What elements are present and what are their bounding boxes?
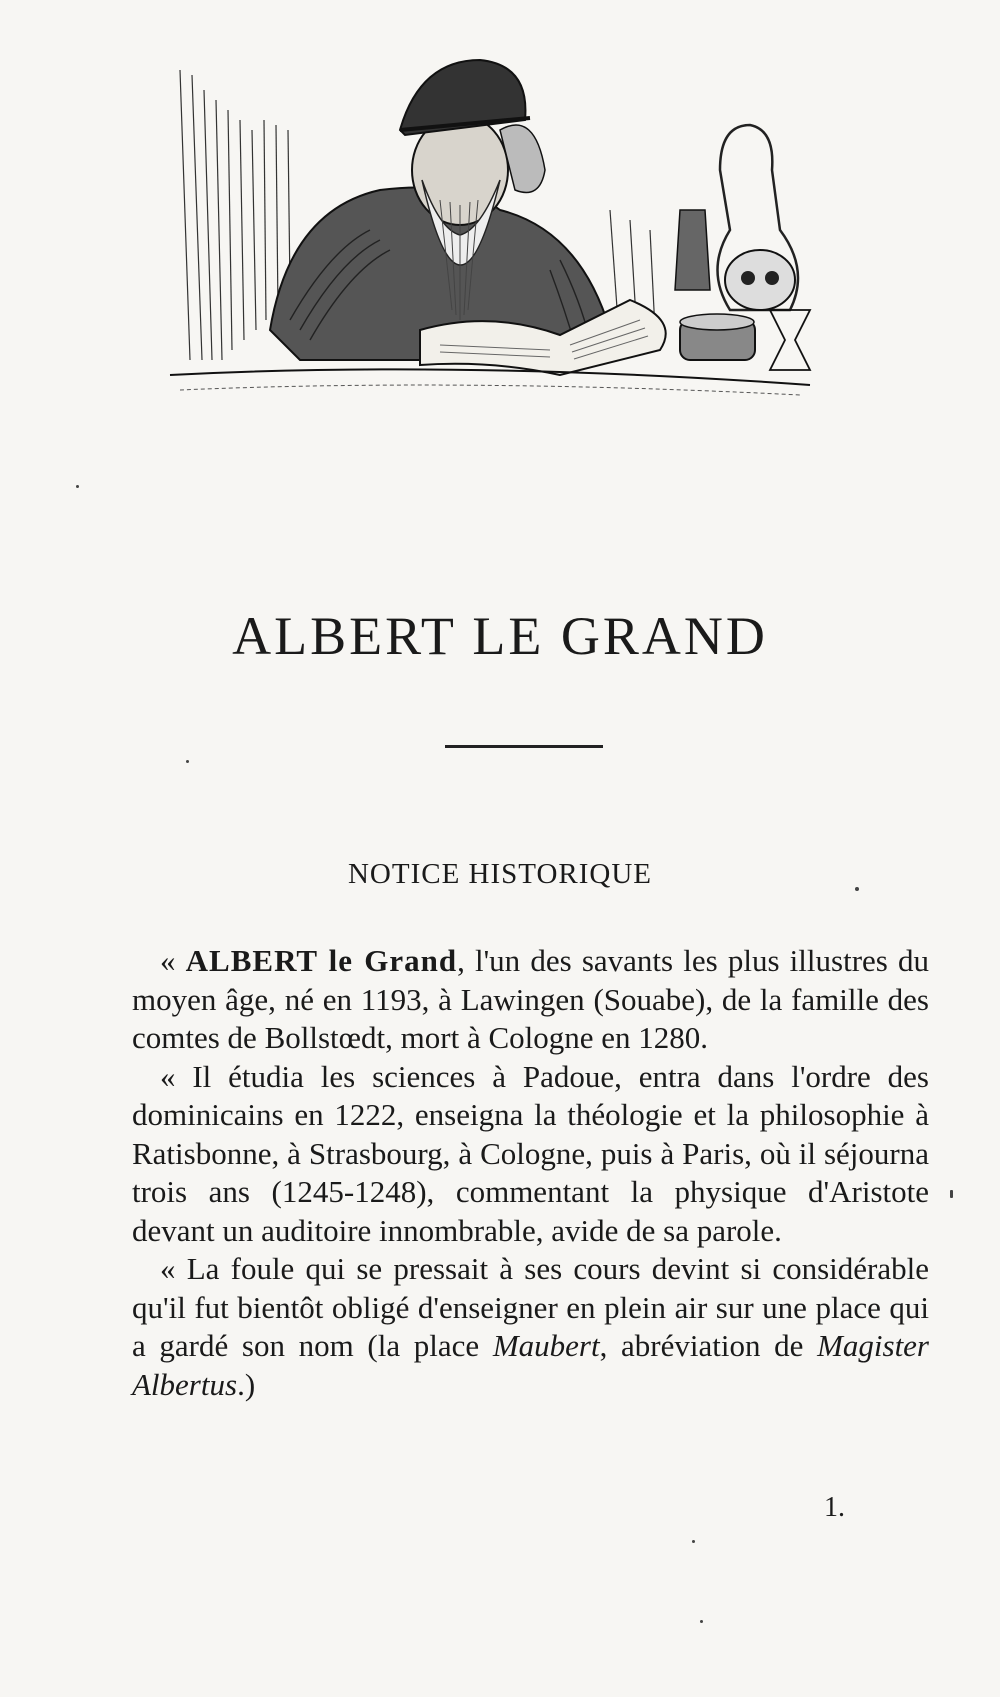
quote-open: « — [160, 943, 186, 978]
paragraph-3-end: .) — [237, 1366, 256, 1402]
paragraph-1 — [132, 942, 929, 1058]
paragraph-1-text: , l'un des savants les plus illustres du moyen âge, né en 1193, à Lawingen (Souabe), de la famille des comtes de Bollstœdt, mort à Cologne en 1280. — [132, 943, 930, 1055]
paragraph-3-start: « La foule qui se pressait à ses cours devint si considérable qu'il fut bientôt obligé d'enseigner en plein air sur une place qui a gardé son nom (la place — [132, 1251, 929, 1363]
scholar-reading-engraving-icon — [160, 30, 880, 430]
italic-term-maubert: Maubert — [492, 1328, 600, 1363]
scan-speck — [186, 760, 189, 763]
body-text — [132, 942, 929, 1404]
section-heading: NOTICE HISTORIQUE — [347, 858, 653, 890]
title-divider — [445, 745, 603, 748]
paragraph-2: « Il étudia les sciences à Padoue, entra dans l'ordre des dominicains en 1222, enseigna la théologie et la philosophie à Ratisbonne, à Strasbourg, à Cologne, puis à Paris, où il séjourna trois ans (1245-1248), commentant la physique d'Aristote devant un auditoire innombrable, avide de sa parole. — [132, 1058, 929, 1248]
subject-name: ALBERT le Grand — [185, 943, 458, 978]
scan-speck — [700, 1620, 703, 1623]
page-title: ALBERT LE GRAND — [232, 606, 768, 666]
scan-speck — [855, 887, 859, 891]
scan-speck — [692, 1540, 695, 1543]
paragraph-3-mid: , abréviation de — [599, 1328, 818, 1363]
scan-speck — [950, 1190, 953, 1198]
italic-term-magister: Magister Albertus — [132, 1328, 929, 1402]
scan-speck — [76, 485, 79, 488]
paragraph-3 — [132, 1250, 929, 1404]
page-number: 1. — [824, 1492, 845, 1523]
